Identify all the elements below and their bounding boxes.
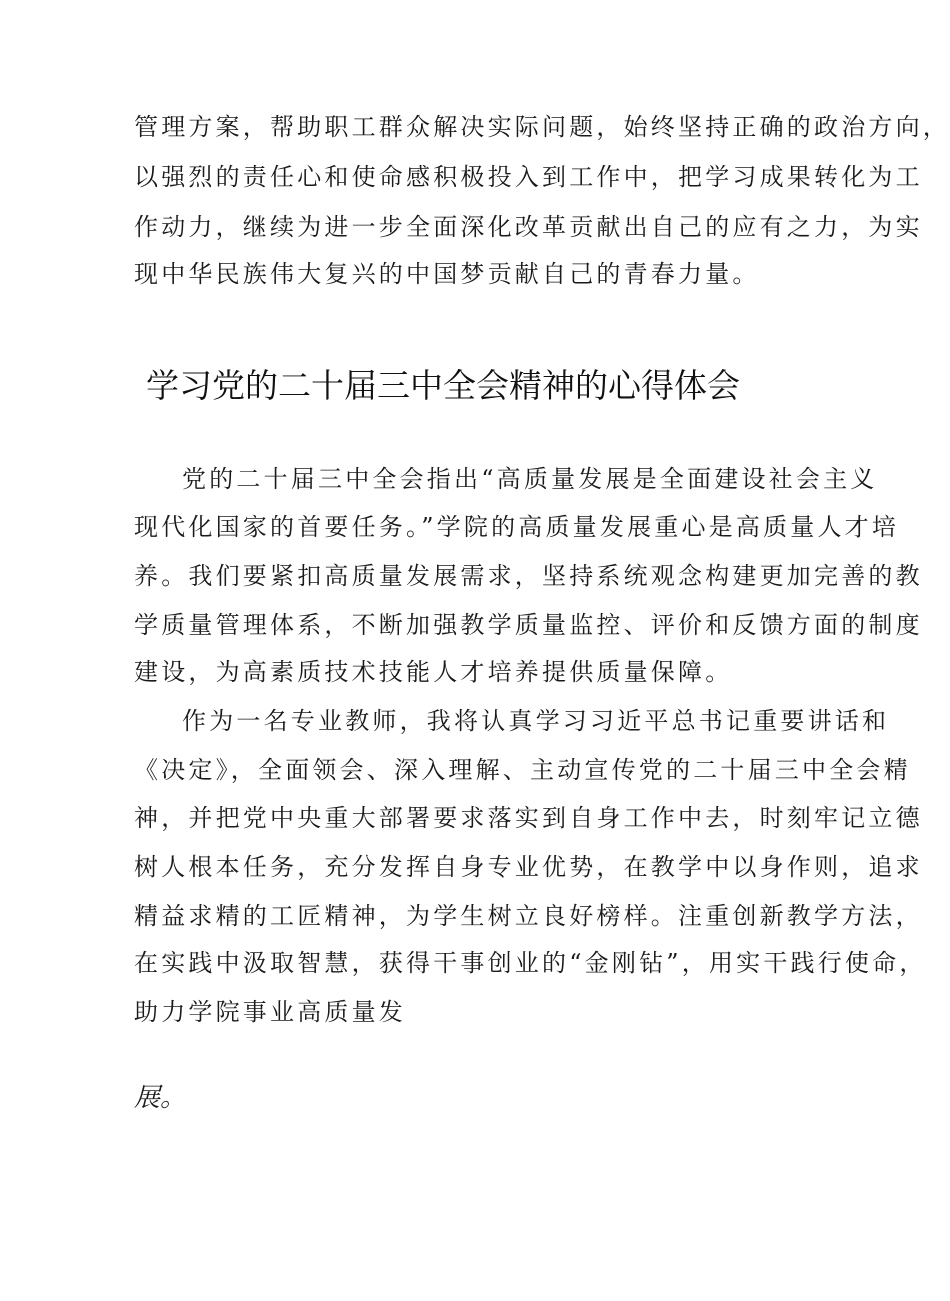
- paragraph-2-line: 《决定》，全面领会、深入理解、主动宣传党的二十届三中全会精: [134, 756, 911, 784]
- paragraph-2-line: 助力学院事业高质量发: [134, 998, 406, 1026]
- paragraph-2-line: 神，并把党中央重大部署要求落实到自身工作中去，时刻牢记立德: [134, 804, 923, 832]
- paragraph-1-line: 建设，为高素质技术技能人才培养提供质量保障。: [134, 658, 733, 686]
- paragraph-2-line: 精益求精的工匠精神，为学生树立良好榜样。注重创新教学方法，: [134, 902, 923, 930]
- tail-text: 展。: [134, 1083, 187, 1113]
- top-paragraph-line: 现中华民族伟大复兴的中国梦贡献自己的青春力量。: [134, 260, 760, 288]
- paragraph-2-line: 树人根本任务，充分发挥自身专业优势，在教学中以身作则，追求: [134, 853, 923, 881]
- top-paragraph-line: 以强烈的责任心和使命感积极投入到工作中，把学习成果转化为工: [134, 163, 923, 191]
- paragraph-1-line: 党的二十届三中全会指出“高质量发展是全面建设社会主义: [182, 465, 878, 493]
- section-title: 学习党的二十届三中全会精神的心得体会: [146, 366, 740, 405]
- top-paragraph-line: 作动力，继续为进一步全面深化改革贡献出自己的应有之力，为实: [134, 213, 923, 241]
- paragraph-2-line: 在实践中汲取智慧，获得干事创业的“金刚钻”，用实干践行使命，: [134, 949, 927, 977]
- top-paragraph-line: 管理方案，帮助职工群众解决实际问题，始终坚持正确的政治方向，: [134, 113, 950, 141]
- paragraph-1-line: 现代化国家的首要任务。”学院的高质量发展重心是高质量人才培: [134, 513, 900, 541]
- paragraph-1-line: 养。我们要紧扣高质量发展需求，坚持系统观念构建更加完善的教: [134, 562, 923, 590]
- paragraph-1-line: 学质量管理体系，不断加强教学质量监控、评价和反馈方面的制度: [134, 611, 923, 639]
- paragraph-2-line: 作为一名专业教师，我将认真学习习近平总书记重要讲话和: [182, 707, 890, 735]
